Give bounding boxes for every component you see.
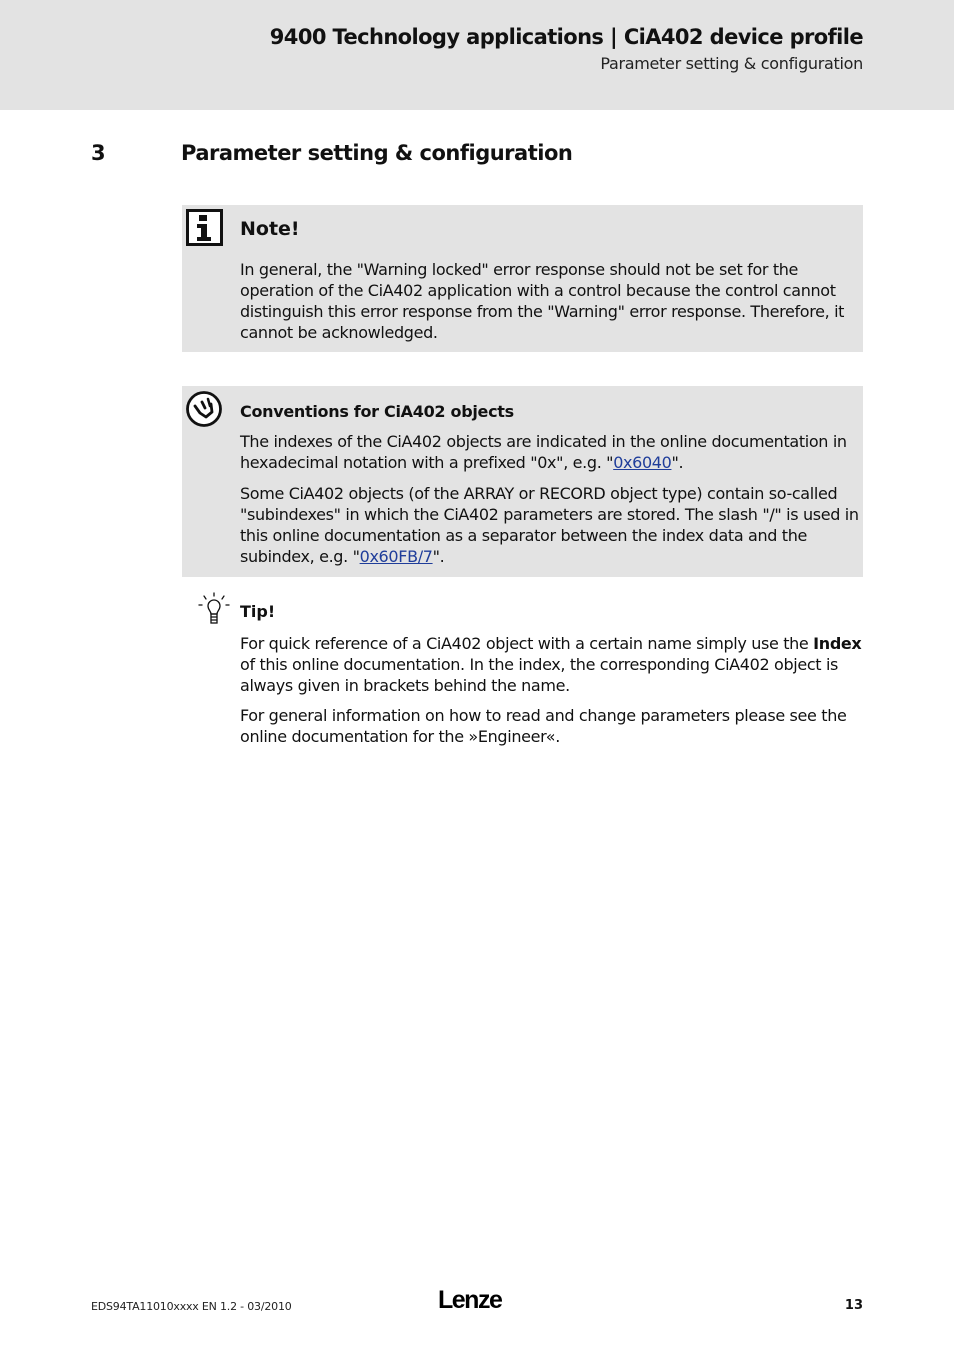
- tip-index-term: Index: [813, 634, 862, 653]
- conventions-para-1-text: The indexes of the CiA402 objects are indicated in the online documentation in hexadecimal notation with a prefixed "0x", e.g. ": [240, 432, 847, 472]
- conventions-box: [182, 386, 863, 577]
- tip-para-1-text: For quick reference of a CiA402 object with a certain name simply use the: [240, 634, 814, 653]
- page-header: [0, 0, 954, 110]
- tip-para-1: [240, 633, 865, 696]
- tip-heading: Tip!: [240, 602, 276, 621]
- chapter-number: 3: [91, 141, 106, 165]
- conventions-para-1: [240, 431, 865, 473]
- note-box: [182, 205, 863, 352]
- lightbulb-icon: [197, 592, 231, 626]
- info-icon: [186, 209, 223, 246]
- conventions-para-2-text: Some CiA402 objects (of the ARRAY or RECORD object type) contain so-called "subindexes" in which the CiA402 parameters are stored. The slash "/" is used in this online documentation as a separator between the index data and the subindex, e.g. ": [240, 484, 859, 566]
- conventions-para-2-end: ".: [432, 547, 445, 566]
- header-subtitle: Parameter setting & configuration: [600, 54, 863, 73]
- link-0x60fb-7[interactable]: 0x60FB/7: [359, 547, 433, 566]
- chapter-title: Parameter setting & configuration: [181, 141, 573, 165]
- lenze-logo: Lenze: [438, 1286, 502, 1314]
- conventions-para-1-end: ".: [671, 453, 684, 472]
- footer-doc-id: EDS94TA11010xxxx EN 1.2 - 03/2010: [91, 1300, 292, 1313]
- tip-para-1-end: of this online documentation. In the index, the corresponding CiA402 object is always given in brackets behind the name.: [240, 655, 839, 695]
- tip-para-2: For general information on how to read and change parameters please see the online documentation for the »Engineer«.: [240, 706, 847, 746]
- hand-pointer-icon: [185, 390, 223, 428]
- note-heading: Note!: [240, 218, 300, 240]
- note-text: In general, the "Warning locked" error response should not be set for the operation of the CiA402 application with a control because the control cannot distinguish this error response from the "Warning" error response. Therefore, it cannot be acknowledged.: [240, 260, 845, 342]
- conventions-heading: Conventions for CiA402 objects: [240, 402, 514, 421]
- link-0x6040[interactable]: 0x6040: [613, 453, 672, 472]
- header-title: 9400 Technology applications | CiA402 device profile: [269, 25, 863, 49]
- tip-section: [182, 592, 872, 762]
- conventions-para-2: [240, 483, 865, 567]
- page-number: 13: [844, 1298, 863, 1313]
